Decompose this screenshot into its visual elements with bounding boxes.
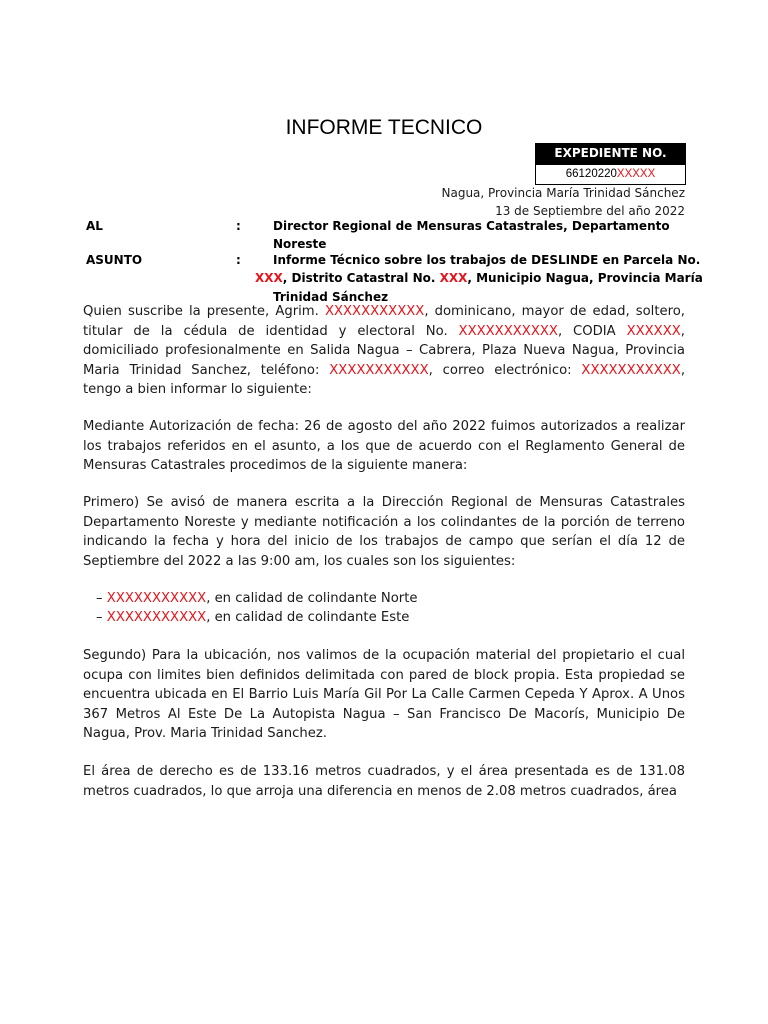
redacted-colindante: XXXXXXXXXXX (106, 610, 207, 625)
asunto-line2: XXX, Distrito Catastral No. XXX, Municipio Nagua, Provincia María (255, 271, 703, 285)
paragraph-authorization: Mediante Autorización de fecha: 26 de agosto del año 2022 fuimos autorizados a realizar los trabajos referidos en el asunto, a los que de acuerdo con el Reglamento General de Mensuras Catastrales procedimos de la siguiente manera: (83, 419, 685, 474)
al-recipient-line1: Director Regional de Mensuras Catastrales, Departamento (273, 219, 670, 233)
asunto-colon: : (236, 253, 241, 267)
parcela-placeholder: XXX (255, 271, 283, 285)
paragraph-primero: Primero) Se avisó de manera escrita a la Dirección Regional de Mensuras Catastrales Departamento Noreste y mediante notificación a los colindantes de la porción de terreno indicando la fecha y hora del inicio de los trabajos de campo que serían el día 12 de Septiembre del 2022 a las 9:00 am, los cuales son los siguientes: (83, 495, 685, 569)
asunto-label: ASUNTO (86, 253, 143, 267)
asunto-line1: Informe Técnico sobre los trabajos de DESLINDE en Parcela No. (273, 253, 701, 267)
redacted-colindante: XXXXXXXXXXX (106, 591, 207, 606)
location-line: Nagua, Provincia María Trinidad Sánchez (441, 186, 685, 200)
expediente-label: EXPEDIENTE NO. (535, 143, 686, 164)
expediente-number-placeholder: XXXXX (616, 168, 656, 180)
expediente-box (535, 143, 686, 185)
al-label: AL (86, 219, 103, 233)
redacted-phone: XXXXXXXXXXX (329, 362, 429, 378)
paragraph-segundo: Segundo) Para la ubicación, nos valimos de la ocupación material del propietario el cual ocupa con limites bien definidos delimitada con pared de block propia. Esta propiedad se encuentra ubicada en El Barrio Luis María Gil Por La Calle Carmen Cepeda Y Aprox. A Unos 367 Metros Al Este De La Autopista Nagua – San Francisco De Macorís, Municipio De Nagua, Prov. Maria Trinidad Sanchez. (83, 648, 685, 742)
date-line: 13 de Septiembre del año 2022 (495, 204, 685, 218)
paragraph-introduction: Quien suscribe la presente, Agrim. XXXXXXXXXXX, dominicano, mayor de edad, soltero, titular de la cédula de identidad y electoral No. XXXXXXXXXXX, CODIA XXXXXX, domiciliado profesionalmente en Salida Nagua – Cabrera, Plaza Nueva Nagua, Provincia Maria Trinidad Sanchez, teléfono: XXXXXXXXXXX, correo electrónico: XXXXXXXXXXX, tengo a bien informar lo siguiente: (83, 304, 686, 398)
document-title: INFORME TECNICO (285, 116, 483, 139)
expediente-number (535, 164, 686, 185)
redacted-codia: XXXXXX (626, 323, 681, 339)
redacted-name: XXXXXXXXXXX (324, 304, 425, 319)
paragraph-area: El área de derecho es de 133.16 metros cuadrados, y el área presentada es de 131.08 metros cuadrados, lo que arroja una diferencia en menos de 2.08 metros cuadrados, área (83, 764, 685, 799)
redacted-cedula: XXXXXXXXXXX (458, 323, 558, 339)
distrito-placeholder: XXX (439, 271, 468, 285)
list-item-colindante-este: – XXXXXXXXXXX, en calidad de colindante Este (96, 610, 410, 625)
asunto-line3: Trinidad Sánchez (273, 290, 389, 304)
expediente-number-digits: 66120220 (565, 168, 617, 180)
redacted-email: XXXXXXXXXXX (581, 362, 681, 378)
al-recipient-line2: Noreste (273, 237, 327, 251)
al-colon: : (236, 219, 241, 233)
list-item-colindante-norte: – XXXXXXXXXXX, en calidad de colindante Norte (96, 591, 418, 606)
